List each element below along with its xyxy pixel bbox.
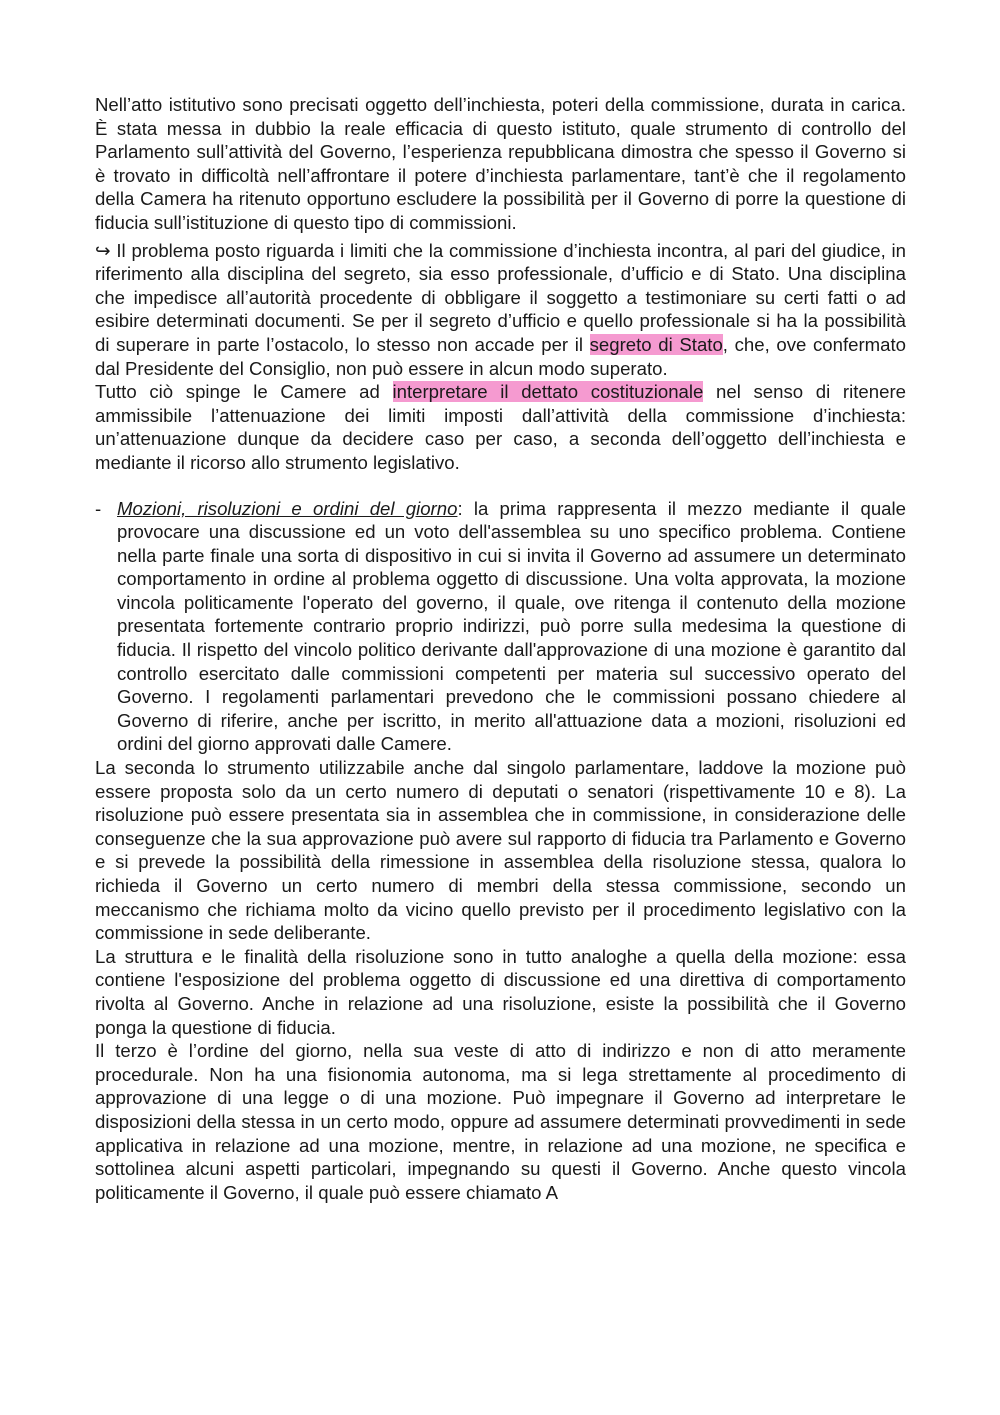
list-item-text: [117, 497, 906, 757]
highlight-segreto-di-stato: segreto di Stato: [589, 333, 723, 355]
list-item-body: : la prima rappresenta il mezzo mediante il quale provocare una discussione ed un voto dell'assemblea su uno specifico problema. Contiene nella parte finale una sorta di dispositivo in cui si invita il Governo ad assumere un determinato comportamento in ordine al problema oggetto di discussione. Una volta approvata, la mozione vincola politicamente l'operato del governo, il quale, ove ritenga il contenuto della mozione presentata fortemente contrario proprio indirizzi, può porre sulla medesima la questione di fiducia. Il rispetto del vincolo politico derivante dall'approvazione di una mozione è garantito dal controllo esercitato dalle commissioni competenti per materia sul successivo operato del Governo. I regolamenti parlamentari prevedono che le commissioni possano chiedere al Governo di riferire, anche per iscritto, in merito all'attuazione data a mozioni, risoluzioni ed ordini del giorno approvati dalle Camere.: [117, 497, 906, 755]
highlight-dettato-costituzionale: interpretare il dettato costituzionale: [392, 381, 704, 403]
paragraph-text: Il problema posto riguarda i limiti che la commissione d’inchiesta incontra, al pari del giudice, in riferimento alla disciplina del segreto, sia esso professionale, d’ufficio e di Stato. Una disciplina che impedisce all’autorità procedente di obbligare il soggetto a testimoniare su certi fatti o ad esibire determinati documenti. Se per il segreto d’ufficio e quello professionale si ha la possibilità di superare in parte l’ostacolo, lo stesso non accade per il: [95, 239, 906, 355]
paragraph-interpretazione: [95, 380, 906, 474]
arrow-icon: ↪: [95, 239, 111, 261]
paragraph-ordine-del-giorno: Il terzo è l’ordine del giorno, nella sua veste di atto di indirizzo e non di atto meramente procedurale. Non ha una fisionomia autonoma, ma si lega strettamente al procedimento di approvazione di una legge o di una mozione. Può impegnare il Governo ad interpretare le disposizioni della stessa in un certo modo, oppure ad assumere determinati provvedimenti in sede applicativa in relazione ad una mozione, mentre, in relazione ad una mozione, ne specifica e sottolinea alcuni aspetti particolari, impegnando su questi il Governo. Anche questo vincola politicamente il Governo, il quale può essere chiamato A: [95, 1040, 906, 1203]
paragraph-text: nel senso di ritenere ammissibile l’attenuazione dei limiti imposti dall’attività della commissione d’inchiesta: un’attenuazione dunque da decidere caso per caso, a seconda dell’oggetto dell’inchiesta e mediante il ricorso allo strumento legislativo.: [95, 381, 906, 473]
paragraph-risoluzione: La seconda lo strumento utilizzabile anche dal singolo parlamentare, laddove la mozione può essere proposta solo da un certo numero di deputati o senatori (rispettivamente 10 e 8). La risoluzione può essere presentata sia in assemblea che in commissione, in considerazione delle conseguenze che la sua approvazione può avere sul rapporto di fiducia tra Parlamento e Governo e si prevede la possibilità della rimessione in assemblea della risoluzione stessa, qualora lo richieda il Governo un certo numero di membri della stessa commissione, secondo un meccanismo che richiama molto da vicino quello previsto per il procedimento legislativo con la commissione in sede deliberante.: [95, 757, 906, 944]
paragraph-text: Tutto ciò spinge le Camere ad: [95, 381, 393, 403]
list-item-title: Mozioni, risoluzioni e ordini del giorno: [117, 497, 458, 519]
paragraph-struttura-risoluzione: La struttura e le finalità della risoluzione sono in tutto analoghe a quella della mozione: essa contiene l'esposizione del problema oggetto di discussione ed una direttiva di comportamento rivolta al Governo. Anche in relazione ad una risoluzione, esiste la possibilità che il Governo ponga la questione di fiducia.: [95, 945, 906, 1038]
paragraph-text: , che, ove confermato dal Presidente del Consiglio, non può essere in alcun modo superato.: [95, 333, 906, 379]
paragraph-atto-istitutivo: Nell’atto istitutivo sono precisati oggetto dell’inchiesta, poteri della commissione, durata in carica. È stata messa in dubbio la reale efficacia di questo istituto, quale strumento di controllo del Parlamento sull’attività del Governo, l’esperienza repubblicana dimostra che spesso il Governo si è trovato in difficoltà nell’affrontare il potere d’inchiesta parlamentare, tant’è che il regolamento della Camera ha ritenuto opportuno escludere la possibilità per il Governo di porre la questione di fiducia sull’istituzione di questo tipo di commissioni.: [95, 94, 906, 233]
list-item-mozioni: [95, 497, 906, 757]
paragraph-limiti-commissione: [95, 239, 906, 381]
list-bullet: -: [95, 497, 102, 519]
document-page: [95, 93, 906, 1204]
